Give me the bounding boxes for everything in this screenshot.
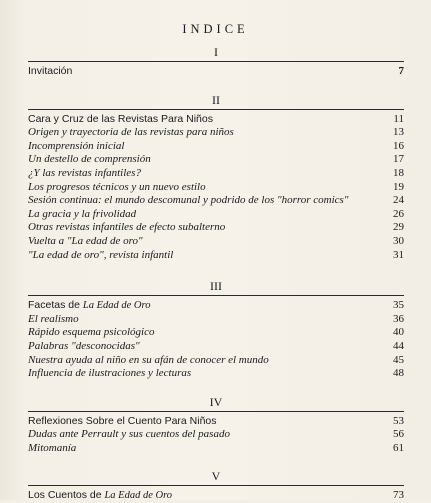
- toc-section-4: [28, 395, 404, 456]
- entry-title: [28, 489, 393, 503]
- entry-page: 44: [393, 339, 404, 352]
- entry-title: "La edad de oro", revista infantil: [28, 248, 174, 261]
- entry-title-text: Los Cuentos de: [28, 489, 105, 502]
- toc-entry[interactable]: [28, 194, 404, 208]
- entry-page: 26: [393, 207, 404, 220]
- toc-entry[interactable]: [28, 221, 404, 235]
- toc-entry[interactable]: [28, 354, 404, 368]
- entry-title: Sesión continua: el mundo descomunal y podrido de los "horror comics": [28, 194, 349, 207]
- entry-page: 13: [393, 126, 404, 139]
- section-rule: [28, 485, 404, 486]
- toc-entry[interactable]: [28, 326, 404, 340]
- entry-page: 29: [393, 221, 404, 234]
- section-rule: [28, 61, 404, 62]
- entry-title: Mitomanía: [28, 441, 77, 454]
- toc-entry[interactable]: [28, 167, 404, 181]
- entry-page: 48: [393, 367, 404, 380]
- entry-title: Los progresos técnicos y un nuevo estilo: [28, 180, 206, 193]
- toc-entry[interactable]: [28, 313, 404, 327]
- entry-title: ¿Y las revistas infantiles?: [28, 166, 141, 179]
- toc-section-3: [28, 279, 404, 381]
- toc-entry[interactable]: [28, 442, 404, 456]
- page-title: INDICE: [182, 22, 249, 36]
- toc-entry[interactable]: [28, 126, 404, 140]
- entry-title: Dudas ante Perrault y sus cuentos del pasado: [28, 428, 230, 441]
- section-rule: [28, 295, 404, 296]
- toc-entry[interactable]: [28, 489, 404, 503]
- table-of-contents: [28, 45, 404, 503]
- entry-page: 36: [393, 312, 404, 325]
- entry-title: Incomprensión inicial: [28, 139, 125, 152]
- entry-title-text: Facetas de: [28, 299, 83, 312]
- entry-page: 73: [393, 489, 404, 502]
- entry-page: 61: [393, 441, 404, 454]
- section-rule: [28, 109, 404, 110]
- section-numeral: III: [210, 279, 222, 294]
- entry-title: La gracia y la frivolidad: [28, 207, 137, 220]
- entry-page: 31: [393, 248, 404, 261]
- toc-entry[interactable]: [28, 140, 404, 154]
- toc-entry[interactable]: [28, 235, 404, 249]
- entry-page: 40: [393, 326, 404, 339]
- toc-entry[interactable]: [28, 249, 404, 263]
- entry-title: Reflexiones Sobre el Cuento Para Niños: [28, 414, 217, 427]
- entry-title: [28, 299, 393, 313]
- entry-title: Influencia de ilustraciones y lecturas: [28, 367, 192, 380]
- entry-page: 7: [398, 65, 404, 77]
- entry-page: 24: [393, 194, 404, 207]
- toc-entry[interactable]: [28, 415, 404, 429]
- entry-page: 30: [393, 234, 404, 247]
- entry-title: Vuelta a "La edad de oro": [28, 234, 143, 247]
- entry-page: 19: [393, 180, 404, 193]
- entry-title: Cara y Cruz de las Revistas Para Niños: [28, 112, 213, 125]
- entry-title: Otras revistas infantiles de efecto subalterno: [28, 221, 226, 234]
- section-numeral: II: [212, 92, 220, 107]
- entry-page: 17: [393, 153, 404, 166]
- toc-entry[interactable]: [28, 181, 404, 195]
- entry-title: Invitación: [28, 65, 73, 77]
- entry-page: 18: [393, 166, 404, 179]
- toc-section-1: [28, 45, 404, 79]
- toc-entry[interactable]: [28, 113, 404, 127]
- entry-title-emphasis: La Edad de Oro: [82, 300, 151, 312]
- entry-page: 35: [393, 299, 404, 312]
- entry-title-emphasis: La Edad de Oro: [104, 490, 173, 502]
- entry-page: 53: [393, 414, 404, 427]
- entry-page: 16: [393, 139, 404, 152]
- entry-page: 45: [393, 353, 404, 366]
- toc-entry[interactable]: [28, 299, 404, 313]
- entry-title: Rápido esquema psicológico: [28, 326, 155, 339]
- entry-title: Origen y trayectoria de las revistas para niños: [28, 126, 234, 139]
- toc-entry[interactable]: [28, 428, 404, 442]
- section-rule: [28, 411, 404, 412]
- toc-section-2: [28, 93, 404, 263]
- section-numeral: I: [214, 45, 218, 59]
- toc-entry[interactable]: [28, 153, 404, 167]
- entry-page: 56: [393, 428, 404, 441]
- toc-entry[interactable]: [28, 367, 404, 381]
- section-numeral: V: [211, 469, 221, 484]
- toc-entry[interactable]: [28, 340, 404, 354]
- toc-section-5: [28, 469, 404, 503]
- entry-title: Palabras "desconocidas": [28, 339, 140, 352]
- entry-title: Nuestra ayuda al niño en su afán de conocer el mundo: [28, 353, 269, 366]
- entry-title: El realismo: [28, 312, 79, 325]
- toc-entry[interactable]: [28, 65, 404, 79]
- toc-entry[interactable]: [28, 208, 404, 222]
- entry-title: Un destello de comprensión: [28, 153, 151, 166]
- entry-page: 11: [393, 112, 404, 125]
- section-numeral: IV: [209, 394, 223, 409]
